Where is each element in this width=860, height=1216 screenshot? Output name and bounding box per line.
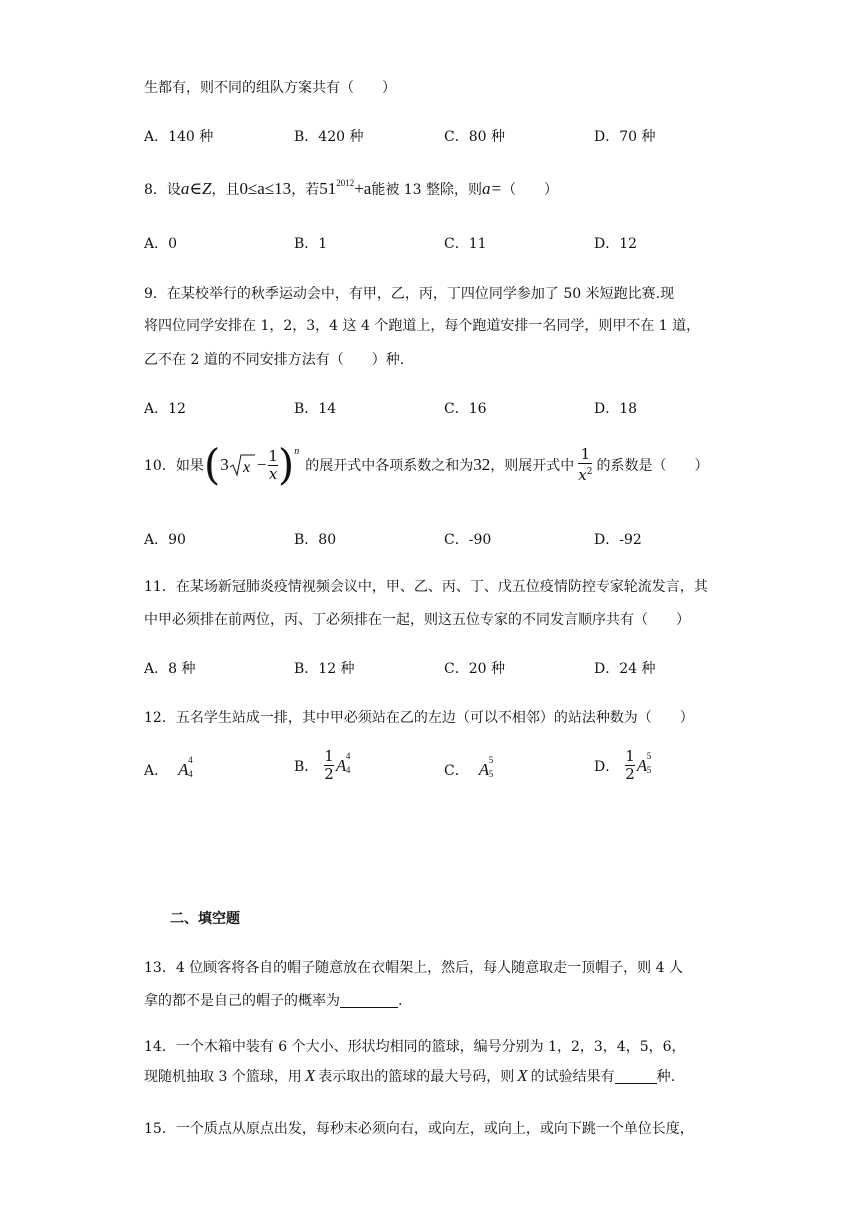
q12-option-a-sup: 4 [188, 755, 193, 765]
q12-option-a-perm [178, 755, 193, 780]
q13-period: . [398, 993, 403, 1009]
q11-line-1: 11．在某场新冠肺炎疫情视频会议中，甲、乙、丙、丁、戊五位疫情防控专家轮流发言，其 [144, 579, 708, 595]
q12-option-c-perm [478, 755, 494, 780]
q10-option-a: A．90 [144, 532, 186, 548]
q13-line-1: 13．4 位顾客将各自的帽子随意放在衣帽架上，然后，每人随意取走一顶帽子，则 4 人 [144, 960, 683, 976]
q10-frac-den: x [578, 466, 587, 484]
q14-text-b: 表示取出的篮球的最大号码，则 [318, 1069, 515, 1085]
q10-inner-fraction [268, 448, 278, 483]
q7-option-b: B．420 种 [294, 129, 364, 145]
q12-option-d-num: 1 [625, 747, 635, 765]
q12-option-c-sym: A [478, 760, 490, 779]
q12-option-d-label: D． [594, 758, 620, 775]
q14-text-c: 的试验结果有 [530, 1069, 615, 1085]
q10-radicand: x [242, 459, 250, 476]
q8-text-4: 能被 13 整除，则 [371, 182, 483, 198]
q12-option-d-perm [636, 750, 652, 776]
q10-option-d: D．-92 [594, 532, 642, 548]
q12-option-d-sub: 5 [646, 764, 652, 775]
q8-option-d: D．12 [594, 236, 638, 252]
q10-inner-num: 1 [268, 446, 278, 465]
q10-frac-den-exp: 2 [586, 467, 593, 477]
q14-var-2: X [517, 1066, 528, 1085]
q13-answer-blank[interactable] [340, 993, 398, 1008]
q7-option-a: A．140 种 [144, 129, 214, 145]
q12-option-d-frac [625, 748, 635, 783]
q8-text-2: ，且 [211, 182, 240, 198]
q10-minus: − [256, 455, 267, 474]
q14-var-1: X [304, 1066, 316, 1085]
q14-text-d: 种. [656, 1069, 676, 1085]
q14-text-a: 现随机抽取 3 个篮球，用 [144, 1069, 302, 1085]
q12-option-a-label: A． [144, 763, 169, 779]
q11-option-d: D．24 种 [594, 661, 656, 677]
q11-option-a: A．8 种 [144, 661, 196, 677]
q12-option-c-label: C． [444, 763, 469, 779]
q8-base: 51 [319, 179, 337, 198]
q10-sqrt-icon [229, 453, 255, 477]
q11-option-b: B．12 种 [294, 661, 355, 677]
q9-option-c: C．16 [444, 401, 487, 417]
q10-text-2: 的展开式中各项系数之和为 [305, 458, 474, 474]
q12-option-d-sup: 5 [646, 750, 652, 761]
q12-option-b-perm [335, 750, 351, 776]
q12-option-b [294, 747, 351, 783]
q9-line-1: 9．在某校举行的秋季运动会中，有甲，乙，丙，丁四位同学参加了 50 米短跑比赛.现 [144, 286, 675, 302]
q10-text-1: 10．如果 [144, 458, 204, 474]
q13-line-2 [144, 990, 402, 1010]
q11-option-c: C．20 种 [444, 661, 505, 677]
q8-math-2: 0≤a≤13 [239, 179, 292, 198]
q12-option-a-sym: A [178, 760, 189, 779]
q12-option-a-sub: 4 [188, 769, 193, 779]
q10-option-c: C．-90 [444, 532, 492, 548]
q7-option-d: D．70 种 [594, 129, 656, 145]
q12-option-b-num: 1 [324, 747, 334, 765]
q8-text-3: ，若 [291, 182, 320, 198]
q7-option-c: C．80 种 [444, 129, 505, 145]
q12-option-a [144, 755, 193, 780]
q9-line-2: 将四位同学安排在 1，2，3，4 这 4 个跑道上，每个跑道安排一名同学，则甲不在 1 道， [144, 318, 701, 334]
q12-option-d [594, 747, 652, 783]
q12-option-c-sup: 5 [488, 755, 494, 765]
q8-option-b: B．1 [294, 236, 328, 252]
q12-option-c [444, 755, 494, 780]
q12-option-b-den: 2 [324, 765, 334, 783]
q12-option-b-frac [324, 748, 334, 783]
q10-exponent: n [294, 446, 300, 457]
q9-option-b: B．14 [294, 401, 337, 417]
q10-right-paren: ) [277, 440, 295, 489]
q10-text-3: ，则展开式中 [490, 458, 575, 474]
section-heading: 二、填空题 [170, 911, 240, 927]
q8-math-4: a= [482, 179, 503, 198]
q9-line-3: 乙不在 2 道的不同安排方法有（ ）种. [144, 352, 405, 368]
q12-option-b-sub: 4 [345, 764, 351, 775]
q10-coef: 3 [220, 455, 229, 474]
q12-option-b-label: B． [294, 758, 319, 775]
q14-line-2 [144, 1066, 675, 1086]
q8-math-1: a∈Z [180, 179, 212, 198]
q7-text: 生都有，则不同的组队方案共有（ ） [144, 80, 396, 96]
q10-inner-den: x [268, 464, 278, 483]
q10-option-b: B．80 [294, 532, 337, 548]
q13-text: 拿的都不是自己的帽子的概率为 [144, 993, 340, 1009]
q14-line-1: 14．一个木箱中装有 6 个大小、形状均相同的篮球，编号分别为 1，2，3，4，5，6， [144, 1039, 686, 1055]
q10-left-paren: ( [203, 440, 221, 489]
q8-text-1: 8．设 [144, 182, 181, 198]
q12-option-c-sub: 5 [488, 769, 494, 779]
q10-stem [144, 440, 708, 490]
q8-math-3 [319, 179, 371, 198]
q8-option-c: C．11 [444, 236, 487, 252]
q10-sum: 32 [473, 455, 491, 474]
q10-frac-num: 1 [580, 445, 591, 463]
q8-exponent: 2012 [336, 178, 355, 188]
q9-option-a: A．12 [144, 401, 186, 417]
q8-text-5: （ ） [502, 182, 559, 198]
q8-option-a: A．0 [144, 236, 178, 252]
q12-option-d-den: 2 [625, 765, 635, 783]
q12-stem: 12．五名学生站成一排，其中甲必须站在乙的左边（可以不相邻）的站法种数为（ ） [144, 710, 694, 726]
q12-option-b-sup: 4 [345, 750, 351, 761]
q12-option-b-sym: A [335, 755, 347, 775]
q15-line-1: 15．一个质点从原点出发，每秒末必须向右，或向左，或向上，或向下跳一个单位长度， [144, 1121, 694, 1137]
q12-option-d-sym: A [636, 755, 648, 775]
q10-text-4: 的系数是（ ） [596, 458, 709, 474]
q8-tail: +a [354, 179, 372, 198]
q10-fraction [578, 446, 592, 484]
q11-line-2: 中甲必须排在前两位，丙、丁必须排在一起，则这五位专家的不同发言顺序共有（ ） [144, 612, 690, 628]
q14-answer-blank[interactable] [615, 1069, 657, 1084]
q9-option-d: D．18 [594, 401, 638, 417]
q8-stem [144, 178, 558, 199]
